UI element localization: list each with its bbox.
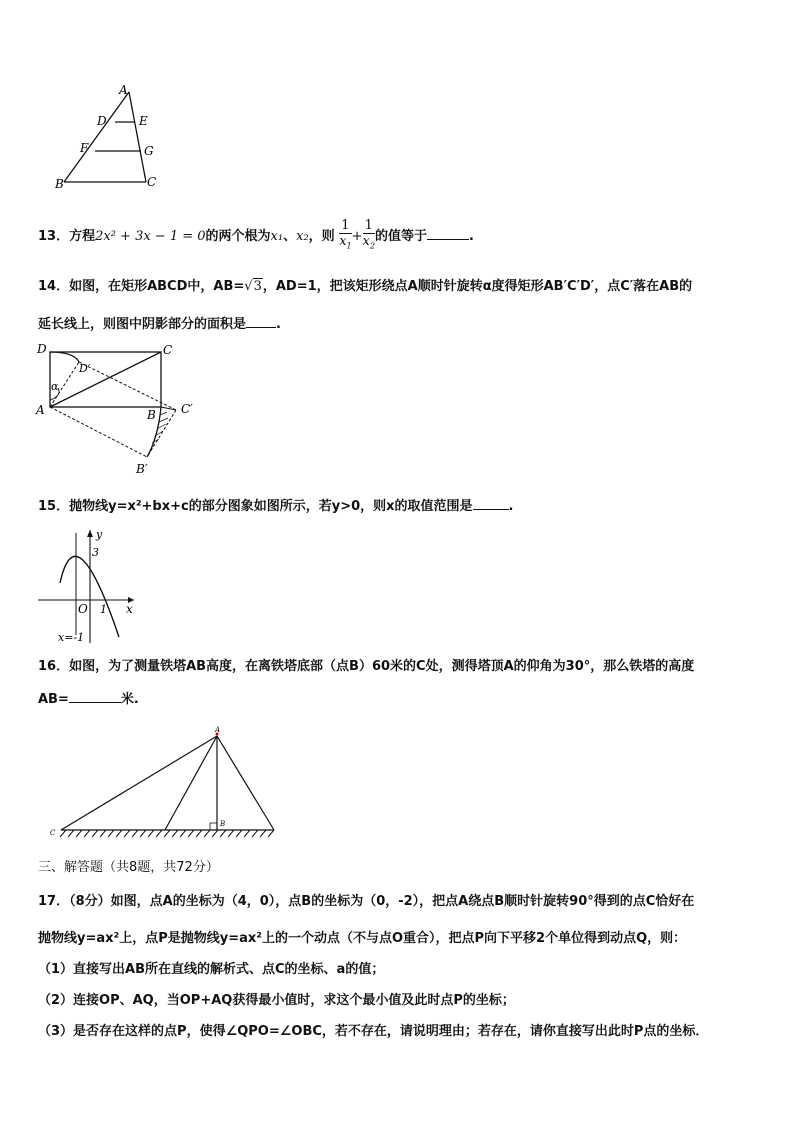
- label-C: C: [50, 829, 56, 837]
- axis-label: x=-1: [58, 631, 85, 644]
- ground-hatch-line: [236, 830, 242, 837]
- sqrt-3: √3: [244, 279, 262, 294]
- label-3: 3: [92, 546, 99, 559]
- label-D: D: [97, 114, 107, 128]
- ground-hatch-line: [108, 830, 114, 837]
- label-alpha: α: [51, 380, 59, 393]
- question-17-part2: （2）连接OP、AQ，当OP+AQ获得最小值时，求这个最小值及此时点P的坐标；: [38, 993, 515, 1008]
- label-y: y: [96, 528, 103, 541]
- ground-hatch-line: [124, 830, 130, 837]
- ground-hatch-line: [84, 830, 90, 837]
- equation: 2x² + 3x − 1 = 0: [95, 228, 206, 244]
- ground-hatch-line: [244, 830, 250, 837]
- question-14-line2: 延长线上，则图中阴影部分的面积是 .: [38, 317, 281, 332]
- label-G: G: [144, 144, 154, 158]
- answer-blank: [246, 315, 276, 328]
- fraction-1-over-x1: $\frac{1}{x_1}$: [339, 218, 352, 251]
- ground-hatch-line: [164, 830, 170, 837]
- label-B: B: [147, 408, 156, 422]
- ground-hatch-line: [260, 830, 266, 837]
- question-14-line1: 14．如图，在矩形ABCD中，AB=√3，AD=1，把该矩形绕点A顺时针旋转α度得矩形AB′C′D′，点C′落在AB的: [38, 279, 693, 294]
- ground-hatch-line: [188, 830, 194, 837]
- question-17-part3: （3）是否存在这样的点P，使得∠QPO=∠OBC，若不存在，请说明理由；若存在，请你直接写出此时P点的坐标．: [38, 1024, 709, 1039]
- tower-figure: [44, 722, 284, 837]
- label-B: B: [220, 820, 226, 828]
- question-17-line2: 抛物线y=ax²上，点P是抛物线y=ax²上的一个动点（不与点O重合），把点P向下平移2个单位得到动点Q，则：: [38, 931, 687, 946]
- label-x: x: [126, 602, 133, 616]
- label-Dprime: D′: [79, 362, 91, 375]
- label-C: C: [147, 175, 157, 189]
- ground-hatch-line: [204, 830, 210, 837]
- label-C: C: [163, 343, 173, 357]
- answer-blank: [473, 497, 509, 510]
- label-1: 1: [100, 603, 107, 616]
- label-D: D: [37, 342, 47, 356]
- ground-hatch-line: [268, 830, 274, 837]
- ground-hatch-line: [92, 830, 98, 837]
- label-A: A: [215, 726, 221, 734]
- ground-hatch-line: [132, 830, 138, 837]
- answer-blank: [69, 690, 121, 703]
- ground-hatch-line: [76, 830, 82, 837]
- ground-hatch-line: [60, 830, 66, 837]
- ground-hatch-line: [156, 830, 162, 837]
- label-Bprime: B′: [136, 462, 148, 476]
- question-17-line1: 17．（8分）如图，点A的坐标为（4，0），点B的坐标为（0，-2），把点A绕点B顺时针旋转90°得到的点C恰好在: [38, 894, 695, 909]
- ground-hatch-line: [68, 830, 74, 837]
- ground-hatch-line: [180, 830, 186, 837]
- question-16-line1: 16．如图，为了测量铁塔AB高度，在离铁塔底部（点B）60米的C处，测得塔顶A的仰角为30°，那么铁塔的高度: [38, 659, 695, 674]
- rotated-rectangle-figure: [34, 340, 199, 480]
- label-Cprime: C′: [181, 402, 193, 416]
- section-title: 三、解答题（共8题，共72分）: [38, 860, 219, 875]
- label-F: F: [80, 141, 89, 155]
- label-A: A: [119, 83, 128, 97]
- fraction-1-over-x2: $\frac{1}{x_2}$: [362, 218, 375, 251]
- answer-blank: [427, 227, 469, 240]
- ground-hatch-line: [196, 830, 202, 837]
- ground-hatch-line: [116, 830, 122, 837]
- label-A: A: [36, 403, 45, 417]
- label-B: B: [55, 177, 64, 191]
- label-E: E: [139, 114, 148, 128]
- question-16-line2: AB= 米.: [38, 692, 139, 707]
- question-13: 13．方程2x² + 3x − 1 = 0的两个根为x₁、x₂，则 $\frac{1}{x_1}$ + $\frac{1}{x_2}$ 的值等于 .: [38, 218, 474, 255]
- ground-hatch-line: [220, 830, 226, 837]
- label-O: O: [78, 602, 88, 616]
- question-17-part1: （1）直接写出AB所在直线的解析式、点C的坐标、a的值；: [38, 962, 385, 977]
- question-15: 15．抛物线y=x²+bx+c的部分图象如图所示，若y>0，则x的取值范围是 .: [38, 499, 514, 514]
- ground-hatch-line: [212, 830, 218, 837]
- ground-hatch-line: [148, 830, 154, 837]
- ground-hatch-line: [100, 830, 106, 837]
- ground-hatch-line: [172, 830, 178, 837]
- parabola-figure: [34, 525, 144, 645]
- ground-hatch-line: [252, 830, 258, 837]
- ground-hatch-line: [228, 830, 234, 837]
- triangle-figure: [50, 80, 170, 195]
- ground-hatch-line: [140, 830, 146, 837]
